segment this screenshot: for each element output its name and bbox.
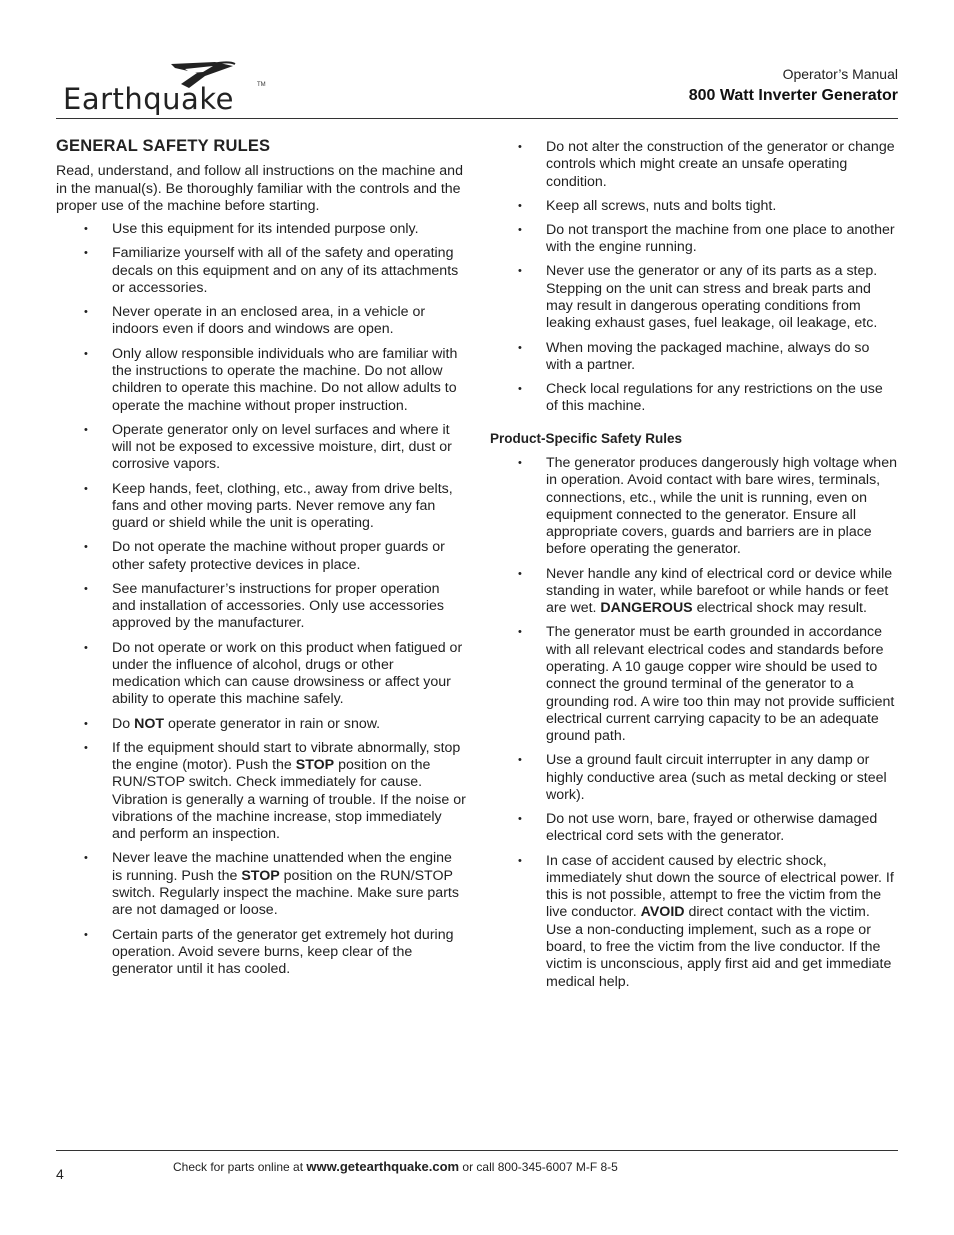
bullet-icon: • bbox=[518, 567, 522, 580]
list-item-text: Never leave the machine unattended when the engine is running. Push the bbox=[112, 850, 452, 884]
footer-post-text: or call 800-345-6007 M-F 8-5 bbox=[459, 1160, 618, 1174]
bullet-icon: • bbox=[84, 641, 88, 654]
list-item bbox=[56, 850, 466, 919]
list-item-text: operate generator in rain or snow. bbox=[164, 715, 381, 732]
list-item bbox=[56, 245, 466, 297]
list-item-emphasis: STOP bbox=[295, 757, 335, 774]
page-header bbox=[56, 56, 898, 118]
list-item-text: Operate generator only on level surfaces and where it will not be exposed to excessive moisture, dirt, dust or corrosive vapors. bbox=[112, 421, 452, 473]
list-item-text: electrical shock may result. bbox=[692, 600, 867, 617]
bullet-icon: • bbox=[518, 341, 522, 354]
bullet-icon: • bbox=[84, 741, 88, 754]
bullet-icon: • bbox=[518, 199, 522, 212]
footer-pre-text: Check for parts online at bbox=[173, 1160, 307, 1174]
list-item bbox=[490, 811, 898, 846]
list-item-text: Keep all screws, nuts and bolts tight. bbox=[546, 197, 777, 214]
bullet-icon: • bbox=[84, 541, 88, 554]
list-item-emphasis: AVOID bbox=[640, 904, 685, 921]
general-safety-list-continued bbox=[490, 139, 898, 416]
bullet-icon: • bbox=[518, 223, 522, 236]
list-item-text: Never use the generator or any of its parts as a step. Stepping on the unit can stress and break parts and may result in dangerous operating conditions from leaking exhaust gases, fuel leakage, oil leakage, etc. bbox=[546, 263, 878, 332]
list-item bbox=[490, 566, 898, 618]
list-item-text: The generator must be earth grounded in accordance with all relevant electrical codes and standards before operating. A 10 gauge copper wire should be used to connect the ground terminal of the generator to a grounding rod. A wire too thin may not provide sufficient electrical current carrying capacity to be an adequate ground path. bbox=[546, 624, 895, 745]
header-divider bbox=[56, 118, 898, 119]
list-item-text: Do bbox=[112, 715, 135, 732]
left-column bbox=[56, 138, 466, 985]
bullet-icon: • bbox=[84, 852, 88, 865]
section-heading: GENERAL SAFETY RULES bbox=[56, 137, 271, 155]
list-item-text: Do not use worn, bare, frayed or otherwise damaged electrical cord sets with the generator. bbox=[546, 811, 878, 845]
list-item bbox=[56, 640, 466, 709]
list-item bbox=[490, 624, 898, 745]
list-item bbox=[56, 304, 466, 339]
bullet-icon: • bbox=[518, 141, 522, 153]
list-item bbox=[490, 222, 898, 257]
list-item-text: Never handle any kind of electrical cord or device while standing in water, while barefoot or while hands or feet are wet. bbox=[546, 565, 893, 617]
website-link[interactable]: www.getearthquake.com bbox=[306, 1159, 460, 1174]
bullet-icon: • bbox=[84, 306, 88, 319]
list-item bbox=[56, 539, 466, 574]
list-item-text: Do not transport the machine from one place to another with the engine running. bbox=[546, 221, 895, 256]
product-safety-list bbox=[490, 455, 898, 991]
intro-paragraph: Read, understand, and follow all instructions on the machine and in the manual(s). Be thoroughly familiar with the controls and the proper use of the machine before starting. bbox=[56, 163, 463, 214]
list-item bbox=[56, 927, 466, 979]
list-item-text: In case of accident caused by electric shock, immediately shut down the source of electrical power. If this is not possible, attempt to free the victim from the live conductor. bbox=[546, 852, 894, 921]
list-item-text: Only allow responsible individuals who are familiar with the instructions to operate the machine. Do not allow children to operate this machine. Do not allow adults to operate the machine without proper instruction. bbox=[112, 345, 458, 414]
list-item-text: position on the RUN/STOP switch. Regularly inspect the machine. Make sure parts are not damaged or loose. bbox=[112, 867, 459, 919]
bullet-icon: • bbox=[518, 813, 522, 826]
list-item bbox=[490, 455, 898, 559]
bullet-icon: • bbox=[518, 265, 522, 278]
bullet-icon: • bbox=[518, 383, 522, 396]
header-titles bbox=[689, 66, 898, 105]
bullet-icon: • bbox=[518, 456, 522, 469]
product-title: 800 Watt Inverter Generator bbox=[688, 87, 898, 104]
list-item bbox=[56, 422, 466, 474]
list-item-text: Use a ground fault circuit interrupter in any damp or highly conductive area (such as metal decking or steel work). bbox=[546, 752, 887, 803]
list-item-text: Never operate in an enclosed area, in a vehicle or indoors even if doors and windows are open. bbox=[112, 304, 426, 338]
list-item bbox=[490, 340, 898, 375]
list-item-text: Do not alter the construction of the generator or change controls which might create an unsafe operating condition. bbox=[546, 139, 895, 190]
list-item-emphasis: DANGEROUS bbox=[600, 600, 693, 617]
list-item-emphasis: STOP bbox=[241, 867, 280, 884]
list-item-text: Certain parts of the generator get extremely hot during operation. Avoid severe burns, keep clear of the generator until it has cooled. bbox=[112, 926, 454, 978]
list-item bbox=[56, 221, 466, 238]
list-item bbox=[490, 263, 898, 332]
list-item bbox=[490, 139, 898, 191]
bullet-icon: • bbox=[84, 347, 88, 360]
manual-label: Operator’s Manual bbox=[782, 66, 898, 82]
list-item bbox=[490, 198, 898, 215]
list-item-text: Check local regulations for any restrictions on the use of this machine. bbox=[546, 381, 883, 415]
list-item-text: Do not operate the machine without proper guards or other safety protective devices in place. bbox=[112, 539, 445, 573]
bullet-icon: • bbox=[84, 582, 88, 595]
footer-divider bbox=[56, 1150, 898, 1151]
list-item-text: If the equipment should start to vibrate abnormally, stop the engine (motor). Push the bbox=[112, 739, 461, 774]
trademark-mark: TM bbox=[257, 82, 266, 88]
list-item-text: The generator produces dangerously high voltage when in operation. Avoid contact with bare wires, terminals, connections, etc., while the unit is running, even on equipment connected to the generator. Ensure all appropriate covers, guards and barriers are in place before operating the generator. bbox=[546, 454, 897, 558]
bullet-icon: • bbox=[84, 717, 88, 730]
list-item bbox=[56, 740, 466, 844]
list-item bbox=[490, 853, 898, 991]
bullet-icon: • bbox=[84, 482, 88, 495]
list-item bbox=[490, 752, 898, 804]
bullet-icon: • bbox=[84, 928, 88, 941]
bullet-icon: • bbox=[84, 247, 88, 260]
list-item bbox=[56, 346, 466, 415]
list-item-text: Do not operate or work on this product when fatigued or under the influence of alcohol, drugs or other medication which can cause drowsiness or affect your ability to operate this machine safely. bbox=[112, 639, 463, 708]
bullet-icon: • bbox=[84, 423, 88, 436]
list-item-text: Familiarize yourself with all of the safety and operating decals on this equipment and on any of its attachments or accessories. bbox=[112, 245, 459, 296]
list-item bbox=[490, 381, 898, 416]
right-column bbox=[490, 139, 898, 998]
bullet-icon: • bbox=[518, 626, 522, 639]
subsection-heading: Product-Specific Safety Rules bbox=[490, 430, 683, 446]
list-item bbox=[56, 581, 466, 633]
list-item-text: position on the RUN/STOP switch. Check immediately for cause. Vibration is generally a warning of trouble. If the noise or vibrations of the machine increase, stop immediately and perform an inspection. bbox=[112, 757, 466, 843]
list-item-text: When moving the packaged machine, always do so with a partner. bbox=[546, 339, 870, 373]
footer-text bbox=[173, 1159, 618, 1174]
list-item-emphasis: NOT bbox=[134, 715, 165, 732]
general-safety-list bbox=[56, 221, 466, 978]
page-number: 4 bbox=[56, 1166, 64, 1182]
bullet-icon: • bbox=[84, 223, 88, 236]
list-item bbox=[56, 716, 466, 733]
list-item bbox=[56, 481, 466, 533]
list-item-text: See manufacturer’s instructions for proper operation and installation of accessories. Only use accessories approved by the manufacturer. bbox=[112, 580, 444, 632]
bullet-icon: • bbox=[518, 854, 522, 867]
list-item-text: Keep hands, feet, clothing, etc., away from drive belts, fans and other moving parts. Never remove any fan guard or shield while the unit is operating. bbox=[112, 480, 453, 532]
logo-wordmark: Earthquake bbox=[63, 82, 234, 116]
bullet-icon: • bbox=[518, 754, 522, 767]
earthquake-logo bbox=[63, 60, 273, 116]
list-item-text: Use this equipment for its intended purpose only. bbox=[112, 221, 419, 238]
list-item-text: direct contact with the victim. Use a non-conducting implement, such as a rope or board, to free the victim from the live conductor. If the victim is unconscious, apply first aid and get immediate medical help. bbox=[546, 904, 892, 990]
